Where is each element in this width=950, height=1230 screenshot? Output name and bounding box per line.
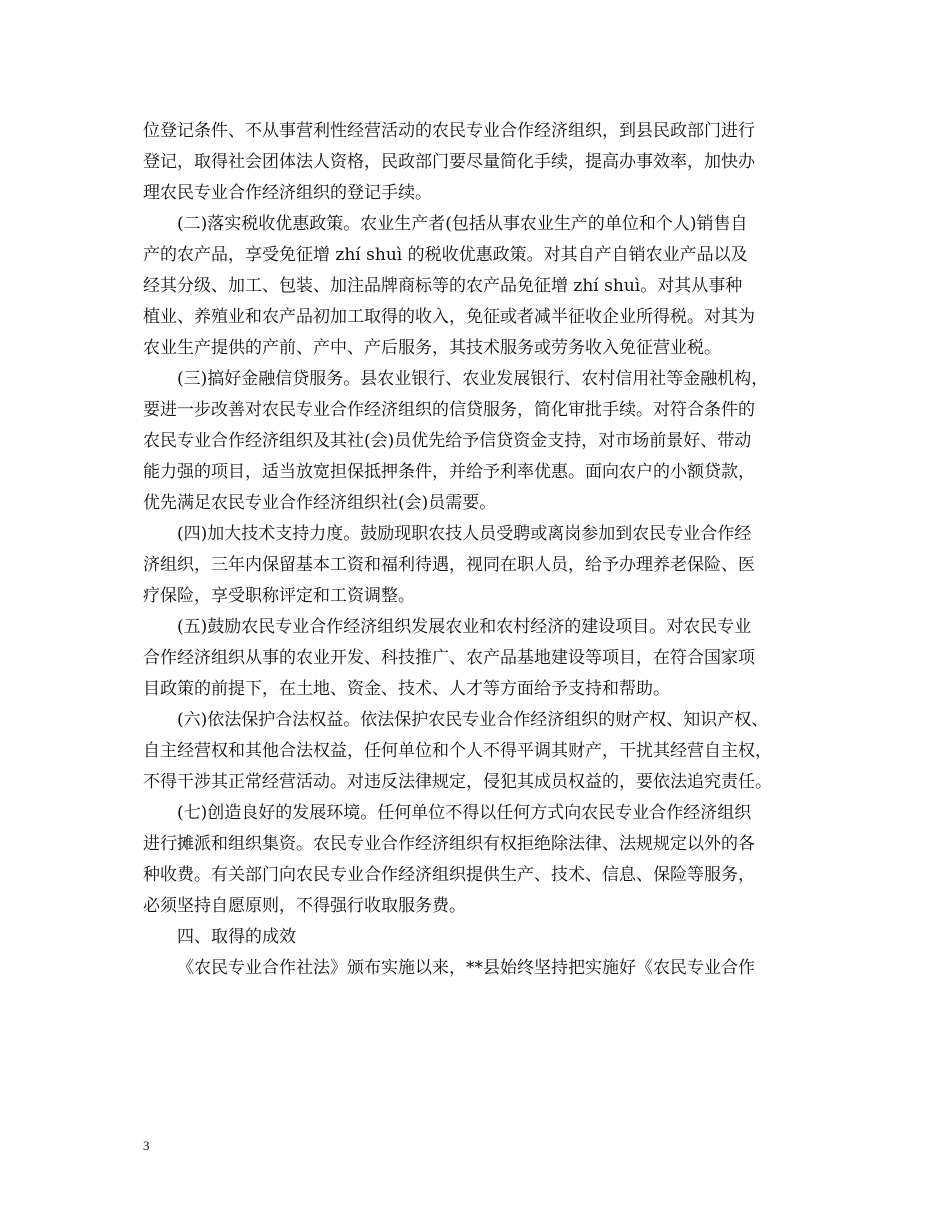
text-line: 位登记条件、不从事营利性经营活动的农民专业合作经济组织，到县民政部门进行 [143,121,755,141]
text-line: (七)创造良好的发展环境。任何单位不得以任何方式向农民专业合作经济组织 [177,803,752,823]
text-line: (五)鼓励农民专业合作经济组织发展农业和农村经济的建设项目。对农民专业 [177,617,752,637]
text-line: (三)搞好金融信贷服务。县农业银行、农业发展银行、农村信用社等金融机构， [177,369,769,389]
text-line: 不得干涉其正常经营活动。对违反法律规定，侵犯其成员权益的，要依法追究责任。 [143,772,772,792]
text-line: 植业、养殖业和农产品初加工取得的收入，免征或者减半征收企业所得税。对其为 [143,307,755,327]
text-line: (六)依法保护合法权益。依法保护农民专业合作经济组织的财产权、知识产权、 [177,710,769,730]
text-line: 能力强的项目，适当放宽担保抵押条件，并给予利率优惠。面向农户的小额贷款， [143,462,755,482]
text-line: 农民专业合作经济组织及其社(会)员优先给予信贷资金支持，对市场前景好、带动 [143,431,752,451]
page-number: 3 [143,1138,150,1153]
text-line: 济组织，三年内保留基本工资和福利待遇，视同在职人员，给予办理养老保险、医 [143,555,755,575]
text-line: 农业生产提供的产前、产中、产后服务，其技术服务或劳务收入免征营业税。 [143,338,721,358]
text-line: 疗保险，享受职称评定和工资调整。 [143,586,415,606]
text-line: 产的农产品，享受免征增 zhí shuì 的税收优惠政策。对其自产自销农业产品以及 [143,245,748,265]
text-line: (二)落实税收优惠政策。农业生产者(包括从事农业生产的单位和个人)销售自 [177,214,748,234]
text-line: (四)加大技术支持力度。鼓励现职农技人员受聘或离岗参加到农民专业合作经 [177,524,752,544]
text-line: 《农民专业合作社法》颁布实施以来，**县始终坚持把实施好《农民专业合作 [177,958,755,978]
text-line: 自主经营权和其他合法权益，任何单位和个人不得平调其财产，干扰其经营自主权， [143,741,772,761]
text-line: 要进一步改善对农民专业合作经济组织的信贷服务，简化审批手续。对符合条件的 [143,400,755,420]
text-line: 优先满足农民专业合作经济组织社(会)员需要。 [143,493,497,513]
text-line: 合作经济组织从事的农业开发、科技推广、农产品基地建设等项目，在符合国家项 [143,648,755,668]
text-line: 理农民专业合作经济组织的登记手续。 [143,183,432,203]
text-line: 登记，取得社会团体法人资格，民政部门要尽量简化手续，提高办事效率，加快办 [143,152,755,172]
text-line: 必须坚持自愿原则，不得强行收取服务费。 [143,896,466,916]
section-heading: 四、取得的成效 [177,927,296,947]
text-line: 经其分级、加工、包装、加注品牌商标等的农产品免征增 zhí shuì。对其从事种 [143,276,743,296]
text-line: 目政策的前提下，在土地、资金、技术、人才等方面给予支持和帮助。 [143,679,670,699]
text-line: 种收费。有关部门向农民专业合作经济组织提供生产、技术、信息、保险等服务， [143,865,755,885]
document-body [143,116,823,984]
text-line: 进行摊派和组织集资。农民专业合作经济组织有权拒绝除法律、法规规定以外的各 [143,834,755,854]
